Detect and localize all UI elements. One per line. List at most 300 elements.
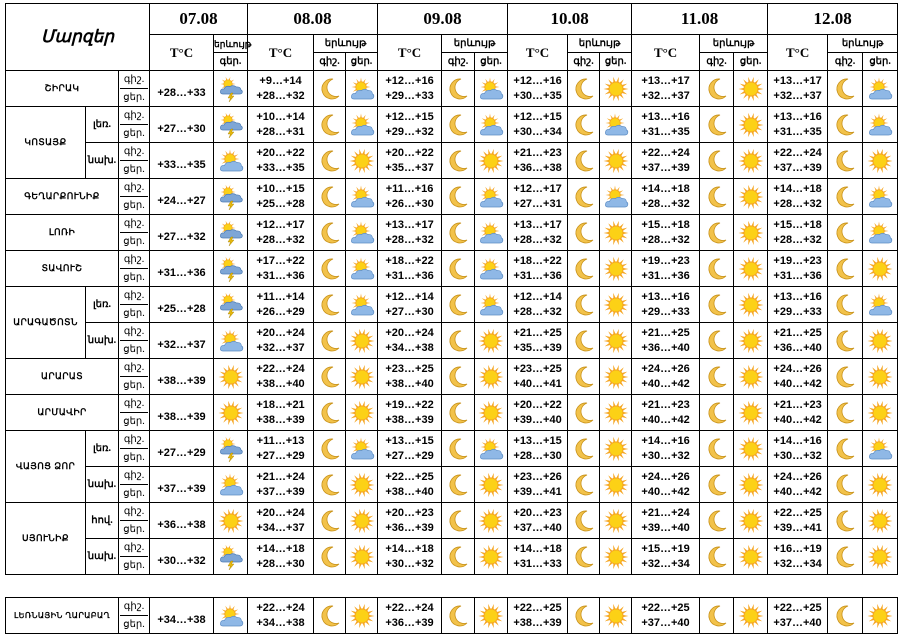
sun-icon [603,148,629,174]
moon-icon [571,544,597,570]
region-row [6,431,898,467]
weather-night-cell [828,107,863,143]
period-label [119,179,150,215]
day-temp: +27…+29 [256,449,305,462]
day-temp: +32…+34 [773,557,822,570]
region-name: ԿՈՏԱՅՔ [6,107,86,179]
weather-day-cell [734,251,768,287]
sun-icon [738,292,764,318]
weather-night-cell [828,179,863,215]
night-temp: +21…+25 [773,326,822,339]
sun-icon [867,508,893,534]
day-temp: +37…+40 [641,616,690,629]
day-temp: +40…+42 [773,485,822,498]
weather-day-cell [475,503,508,539]
night-temp: +20…+23 [513,506,562,519]
sun-icon [349,148,375,174]
night-temp: +24…+26 [773,362,822,375]
sun-icon [218,364,244,390]
night-temp: +22…+24 [641,146,690,159]
night-temp: +11…+16 [385,182,434,195]
night-label: գիշ. [123,182,145,193]
thunderstorm-icon [218,76,244,102]
temp-cell [378,215,442,251]
day-label: ցեր. [120,268,148,286]
day-temp: +28…+32 [773,233,822,246]
day-temp: +37…+39 [641,161,690,174]
temp-cell [632,431,700,467]
date-header-6: 12.08 [768,4,898,35]
weather-day-cell [600,143,632,179]
day-label: ցեր. [120,484,148,502]
sun-icon [218,508,244,534]
weather-cell [214,323,248,359]
night-temp: +13…+15 [513,434,562,447]
weather-header-4: երևույթ [568,35,632,53]
moon-icon [317,256,343,282]
temp-cell: +28…+33 [150,71,214,107]
weather-day-header-3: ցեր. [475,53,508,71]
partly-cloudy-icon [349,184,375,210]
temp-cell [768,539,828,575]
region-row [6,467,898,503]
partly-cloudy-icon [218,603,244,629]
temp-cell [248,359,314,395]
night-temp: +18…+22 [513,254,562,267]
weather-day-cell [346,323,378,359]
moon-icon [704,544,730,570]
weather-night-cell [828,359,863,395]
weather-cell [214,431,248,467]
moon-icon [571,364,597,390]
weather-day-cell [734,287,768,323]
sun-icon [738,436,764,462]
period-label [119,215,150,251]
sun-icon [867,364,893,390]
weather-night-cell [568,251,600,287]
temp-cell [248,395,314,431]
weather-night-cell [314,323,346,359]
sun-icon [738,472,764,498]
moon-icon [445,436,471,462]
day-temp: +37…+39 [773,161,822,174]
night-temp: +11…+14 [256,290,305,303]
moon-icon [317,544,343,570]
sun-icon [478,508,504,534]
temp-header-2: T°C [248,35,314,71]
temp-cell [768,107,828,143]
day-temp: +40…+42 [641,485,690,498]
temp-cell [508,251,568,287]
partly-cloudy-icon [349,112,375,138]
night-temp: +21…+25 [641,326,690,339]
weather-header-5: երևույթ [700,35,768,53]
night-label: գիշ. [123,506,145,517]
temp-cell [378,179,442,215]
region-name: ՏԱՎՈՒՇ [6,251,119,287]
temp-cell [248,539,314,575]
sun-icon [349,364,375,390]
sun-icon [867,256,893,282]
weather-night-cell [828,539,863,575]
night-temp: +10…+15 [256,182,305,195]
night-label: գիշ. [123,601,145,612]
weather-day-cell [863,323,898,359]
night-temp: +13…+16 [773,290,822,303]
moon-icon [704,112,730,138]
temp-cell [632,395,700,431]
temp-cell: +37…+39 [150,467,214,503]
weather-day-cell [346,503,378,539]
moon-icon [704,400,730,426]
partly-cloudy-icon [478,184,504,210]
partly-cloudy-icon [603,112,629,138]
weather-day-cell [600,503,632,539]
moon-icon [445,184,471,210]
weather-day-cell [863,598,898,634]
weather-day-cell [346,287,378,323]
weather-night-cell [442,359,475,395]
day-temp: +28…+32 [256,89,305,102]
night-temp: +14…+18 [385,542,434,555]
weather-night-cell [568,359,600,395]
temp-cell [248,215,314,251]
sun-icon [867,472,893,498]
weather-day-header-4: ցեր. [600,53,632,71]
moon-icon [832,436,858,462]
weather-night-cell [700,598,734,634]
sun-icon [738,364,764,390]
temp-cell [248,107,314,143]
weather-day-cell [346,431,378,467]
region-row [6,107,898,143]
day-temp: +27…+31 [513,197,562,210]
day-temp: +39…+40 [641,521,690,534]
weather-day-cell [475,431,508,467]
partly-cloudy-icon [867,436,893,462]
sun-icon [603,76,629,102]
weather-night-cell [700,395,734,431]
night-temp: +22…+24 [256,601,305,614]
night-temp: +23…+25 [385,362,434,375]
moon-icon [445,472,471,498]
moon-icon [704,328,730,354]
date-header-2: 08.08 [248,4,378,35]
temp-cell [378,287,442,323]
temp-header-6: T°C [768,35,828,71]
region-name: ԱՐՄԱՎԻՐ [6,395,119,431]
night-temp: +12…+17 [256,218,305,231]
weather-night-cell [442,215,475,251]
sun-icon [867,328,893,354]
night-temp: +13…+16 [773,110,822,123]
weather-night-cell [700,179,734,215]
weather-night-cell [442,251,475,287]
moon-icon [704,436,730,462]
day-temp: +32…+37 [641,89,690,102]
temp-cell [768,359,828,395]
weather-night-cell [442,598,475,634]
temp-cell [248,143,314,179]
day-temp: +36…+38 [513,161,562,174]
temp-cell: +38…+39 [150,359,214,395]
weather-day-cell [600,395,632,431]
day-temp: +33…+35 [256,161,305,174]
temp-cell: +24…+27 [150,179,214,215]
night-temp: +22…+24 [256,362,305,375]
weather-day-cell [600,323,632,359]
weather-night-cell [828,467,863,503]
weather-cell [214,179,248,215]
temp-cell [248,323,314,359]
moon-icon [832,508,858,534]
temp-cell [508,539,568,575]
temp-cell [508,107,568,143]
night-temp: +21…+23 [641,398,690,411]
sun-icon [478,472,504,498]
thunderstorm-icon [218,292,244,318]
partly-cloudy-icon [218,148,244,174]
moon-icon [445,603,471,629]
weather-night-cell [314,598,346,634]
weather-day-cell [734,107,768,143]
weather-night-cell [314,539,346,575]
weather-night-cell [828,503,863,539]
moon-icon [832,76,858,102]
night-temp: +18…+22 [385,254,434,267]
night-temp: +16…+19 [773,542,822,555]
partly-cloudy-icon [603,184,629,210]
weather-night-header-4: գիշ. [568,53,600,71]
moon-icon [445,148,471,174]
weather-day-cell [346,251,378,287]
sun-icon [738,220,764,246]
weather-day-cell [863,179,898,215]
thunderstorm-icon [218,184,244,210]
night-temp: +21…+24 [641,506,690,519]
weather-night-cell [700,539,734,575]
day-temp: +26…+30 [385,197,434,210]
sun-icon [349,472,375,498]
weather-day-cell [734,179,768,215]
day-temp: +36…+39 [385,616,434,629]
period-label [119,359,150,395]
day-label: ցեր. [120,615,148,633]
region-row [6,359,898,395]
day-temp: +37…+39 [256,485,305,498]
day-temp: +37…+40 [773,616,822,629]
moon-icon [832,472,858,498]
date-header-3: 09.08 [378,4,508,35]
temp-cell [768,71,828,107]
day-label: ցեր. [120,232,148,250]
temp-cell [768,467,828,503]
region-row [6,215,898,251]
weather-day-cell [734,359,768,395]
weather-night-cell [314,107,346,143]
moon-icon [317,220,343,246]
night-temp: +21…+25 [513,326,562,339]
weather-night-cell [442,539,475,575]
partly-cloudy-icon [867,292,893,318]
sun-icon [603,603,629,629]
partly-cloudy-icon [867,220,893,246]
moon-icon [317,364,343,390]
weather-day-cell [346,143,378,179]
weather-day-header-6: ցեր. [863,53,898,71]
weather-cell [214,143,248,179]
weather-night-cell [700,431,734,467]
moon-icon [571,400,597,426]
moon-icon [445,292,471,318]
weather-night-cell [314,251,346,287]
weather-day-header-5: ցեր. [734,53,768,71]
moon-icon [571,436,597,462]
moon-icon [317,400,343,426]
weather-day-cell [734,431,768,467]
moon-icon [571,76,597,102]
day-temp: +30…+35 [513,89,562,102]
moon-icon [571,184,597,210]
weather-night-cell [568,503,600,539]
temp-header-4: T°C [508,35,568,71]
moon-icon [445,400,471,426]
weather-night-cell [828,71,863,107]
temp-cell [632,467,700,503]
day-label: ցեր. [120,196,148,214]
night-label: գիշ. [123,146,145,157]
weather-day-cell [475,467,508,503]
moon-icon [445,256,471,282]
regions-header: Մարզեր [6,4,150,71]
moon-icon [704,292,730,318]
weather-night-header-6: գիշ. [828,53,863,71]
weather-night-header-2: գիշ. [314,53,346,71]
night-temp: +14…+18 [773,182,822,195]
temp-cell [632,359,700,395]
day-temp: +28…+30 [256,557,305,570]
weather-header-1: երևույթ [214,35,248,53]
weather-day-cell [863,143,898,179]
temp-cell [248,598,314,634]
moon-icon [317,472,343,498]
sun-icon [349,603,375,629]
region-name: ԳԵՂԱՐՔՈՒՆԻՔ [6,179,119,215]
night-temp: +21…+24 [256,470,305,483]
weather-cell [214,251,248,287]
weather-night-cell [442,467,475,503]
weather-day-cell [475,359,508,395]
date-header-4: 10.08 [508,4,632,35]
night-temp: +22…+25 [641,601,690,614]
day-temp: +40…+41 [513,377,562,390]
night-temp: +18…+21 [256,398,305,411]
day-label: ցեր. [120,412,148,430]
sun-icon [738,400,764,426]
zone-label: նախ. [86,143,119,179]
night-temp: +17…+22 [256,254,305,267]
weather-day-cell [346,359,378,395]
moon-icon [317,328,343,354]
weather-day-cell [346,539,378,575]
day-temp: +30…+32 [641,449,690,462]
sun-icon [478,328,504,354]
thunderstorm-icon [218,112,244,138]
day-label: ցեր. [120,304,148,322]
weather-night-cell [442,107,475,143]
weather-night-cell [314,467,346,503]
day-temp: +38…+40 [385,485,434,498]
sun-icon [478,400,504,426]
day-label: ցեր. [120,376,148,394]
night-label: գիշ. [123,434,145,445]
sun-icon [603,436,629,462]
temp-cell [378,395,442,431]
moon-icon [571,328,597,354]
weather-night-cell [700,467,734,503]
night-label: գիշ. [123,470,145,481]
thunderstorm-icon [218,256,244,282]
temp-cell [768,431,828,467]
weather-cell [214,467,248,503]
forecast-table [5,3,898,575]
weather-cell [214,503,248,539]
temp-cell [378,598,442,634]
weather-night-cell [442,323,475,359]
temp-header-1: T°C [150,35,214,71]
night-label: գիշ. [123,110,145,121]
moon-icon [571,472,597,498]
weather-cell [214,287,248,323]
partly-cloudy-icon [349,256,375,282]
weather-cell [214,215,248,251]
night-temp: +10…+14 [256,110,305,123]
day-temp: +32…+37 [773,89,822,102]
night-temp: +14…+16 [773,434,822,447]
region-row [6,287,898,323]
weather-night-cell [442,143,475,179]
temp-cell [508,395,568,431]
day-temp: +29…+33 [641,305,690,318]
temp-cell: +32…+37 [150,323,214,359]
weather-day-cell [475,251,508,287]
day-label: ցեր. [120,340,148,358]
weather-day-cell [600,107,632,143]
day-temp: +32…+34 [641,557,690,570]
period-label [119,503,150,539]
weather-night-cell [314,503,346,539]
sun-icon [738,603,764,629]
sun-icon [738,76,764,102]
partly-cloudy-icon [478,256,504,282]
weather-night-cell [700,107,734,143]
weather-night-cell [568,107,600,143]
day-temp: +31…+33 [513,557,562,570]
moon-icon [571,508,597,534]
day-label: ցեր. [120,124,148,142]
night-temp: +14…+18 [256,542,305,555]
weather-day-cell [734,503,768,539]
night-temp: +15…+18 [641,218,690,231]
sun-icon [603,364,629,390]
partly-cloudy-icon [218,472,244,498]
weather-night-cell [568,539,600,575]
weather-day-cell [600,71,632,107]
weather-night-cell [568,431,600,467]
night-temp: +23…+25 [513,362,562,375]
date-header-5: 11.08 [632,4,768,35]
temp-cell [378,107,442,143]
